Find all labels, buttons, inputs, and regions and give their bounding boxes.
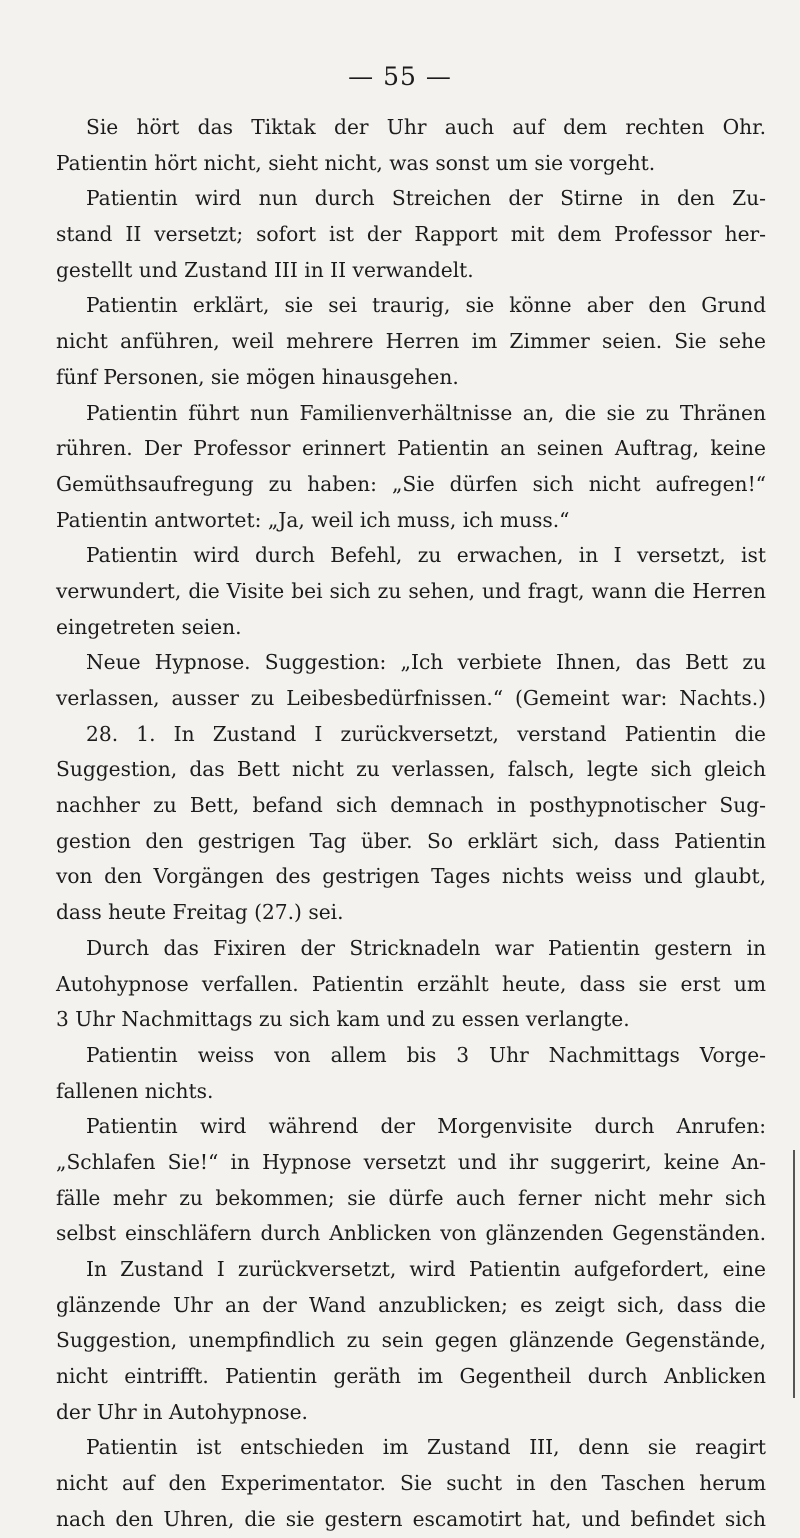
text-line: Patientin erklärt, sie sei traurig, sie könne aber den Grund [86,293,766,318]
text-line: Autohypnose verfallen. Patientin erzählt heute, dass sie erst um [56,971,766,996]
text-line: nicht anführen, weil mehrere Herren im Zimmer seien. Sie sehe [56,329,766,354]
text-line: fünf Personen, sie mögen hinausgehen. [56,364,459,389]
text-line: dass heute Freitag (27.) sei. [56,900,344,925]
text-line: Patientin führt nun Familienverhältnisse an, die sie zu Thränen [86,400,766,425]
text-line: Patientin antwortet: „Ja, weil ich muss, ich muss.“ [56,507,570,532]
scan-edge-shadow [793,1150,795,1398]
text-line: gestellt und Zustand III in II verwandelt. [56,257,474,282]
text-line: 3 Uhr Nachmittags zu sich kam und zu essen verlangte. [56,1007,630,1032]
text-line: Durch das Fixiren der Stricknadeln war Patientin gestern in [86,935,766,960]
text-line: eingetreten seien. [56,614,242,639]
text-line: Neue Hypnose. Suggestion: „Ich verbiete Ihnen, das Bett zu [86,650,766,675]
text-line: nicht eintrifft. Patientin geräth im Gegentheil durch Anblicken [56,1364,766,1389]
text-line: „Schlafen Sie!“ in Hypnose versetzt und ihr suggerirt, keine An- [56,1149,766,1174]
text-line: gestion den gestrigen Tag über. So erklärt sich, dass Patientin [56,828,766,853]
text-line: nicht auf den Experimentator. Sie sucht in den Taschen herum [56,1471,766,1496]
text-line: Gemüthsaufregung zu haben: „Sie dürfen sich nicht aufregen!“ [56,471,766,496]
text-line: Patientin wird während der Morgenvisite durch Anrufen: [86,1114,766,1139]
text-line: nachher zu Bett, befand sich demnach in posthypnotischer Sug- [56,793,766,818]
text-line: fälle mehr zu bekommen; sie dürfe auch ferner nicht mehr sich [56,1185,766,1210]
text-line: Sie hört das Tiktak der Uhr auch auf dem rechten Ohr. [86,115,766,139]
body-text [56,110,766,1538]
text-line: Patientin hört nicht, sieht nicht, was sonst um sie vorgeht. [56,150,656,175]
text-line: Suggestion, das Bett nicht zu verlassen, falsch, legte sich gleich [56,757,766,782]
text-line: stand II versetzt; sofort ist der Rapport mit dem Professor her- [56,222,766,247]
text-line: 28. 1. In Zustand I zurückversetzt, verstand Patientin die [86,721,766,746]
text-line: Patientin weiss von allem bis 3 Uhr Nachmittags Vorge- [86,1042,766,1067]
text-line: nach den Uhren, die sie gestern escamotirt hat, und befindet sich [56,1506,766,1531]
text-line: der Uhr in Autohypnose. [56,1399,308,1424]
text-line: fallenen nichts. [56,1078,214,1103]
text-line: glänzende Uhr an der Wand anzublicken; es zeigt sich, dass die [56,1292,766,1317]
text-line: von den Vorgängen des gestrigen Tages nichts weiss und glaubt, [56,864,766,889]
text-line: Patientin wird nun durch Streichen der Stirne in den Zu- [86,186,766,211]
page-number: — 55 — [348,62,452,91]
text-line: Suggestion, unempfindlich zu sein gegen glänzende Gegenstände, [56,1328,766,1353]
text-line: verlassen, ausser zu Leibesbedürfnissen.“ (Gemeint war: Nachts.) [56,686,766,710]
text-line: Patientin wird durch Befehl, zu erwachen, in I versetzt, ist [86,543,766,568]
text-line: Patientin ist entschieden im Zustand III, denn sie reagirt [86,1435,766,1460]
text-line: verwundert, die Visite bei sich zu sehen, und fragt, wann die Herren [56,578,766,603]
text-line: In Zustand I zurückversetzt, wird Patientin aufgefordert, eine [86,1257,766,1281]
text-line: rühren. Der Professor erinnert Patientin an seinen Auftrag, keine [56,436,766,461]
text-line: selbst einschläfern durch Anblicken von glänzenden Gegenständen. [56,1221,766,1246]
